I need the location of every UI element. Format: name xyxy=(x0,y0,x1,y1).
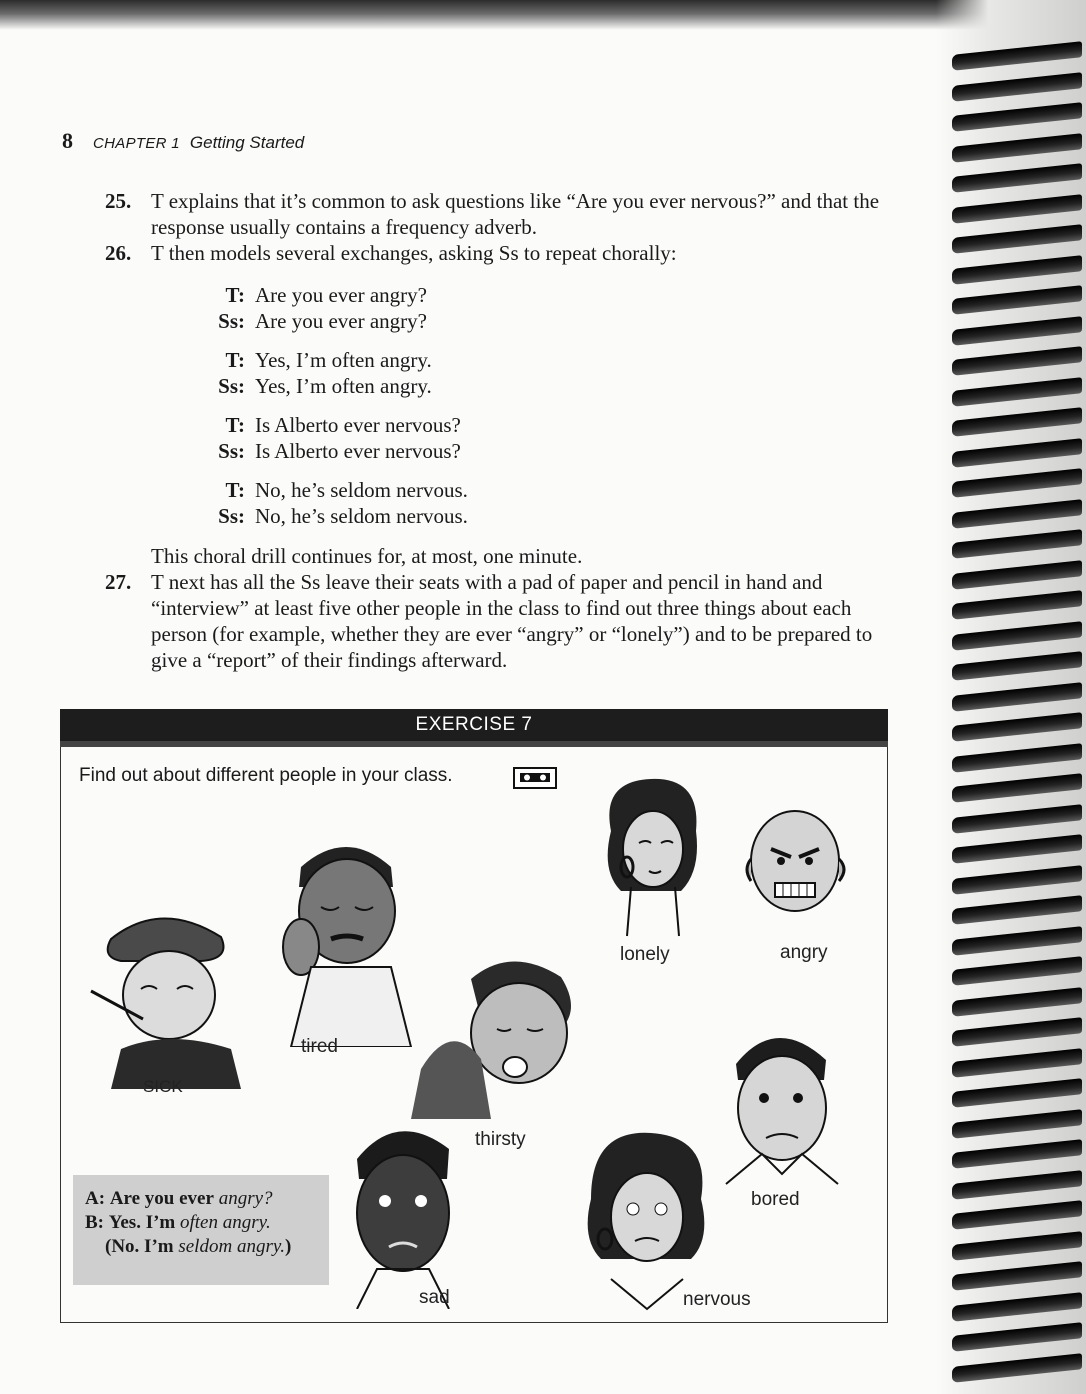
dialogue-line: No, he’s seldom nervous. xyxy=(255,478,468,502)
label-nervous: nervous xyxy=(683,1289,751,1310)
choral-dialogue xyxy=(193,282,895,529)
model-b-text: Yes. I’m xyxy=(108,1212,176,1233)
speaker-label: T: xyxy=(225,478,245,502)
model-b-adverb: often xyxy=(180,1212,218,1233)
dialogue-line: Are you ever angry? xyxy=(255,309,427,333)
speaker-label: Ss: xyxy=(218,374,245,398)
dialogue-exchange xyxy=(193,477,895,529)
model-c-adverb: seldom xyxy=(178,1236,233,1257)
dialogue-line: Is Alberto ever nervous? xyxy=(255,439,461,463)
speaker-label: Ss: xyxy=(218,309,245,333)
model-c-open: (No. I’m xyxy=(105,1236,174,1257)
exercise-box xyxy=(60,709,888,1323)
dialogue-line: Are you ever angry? xyxy=(255,283,427,307)
dialogue-line: Yes, I’m often angry. xyxy=(255,374,432,398)
speaker-label: T: xyxy=(225,413,245,437)
label-tired: tired xyxy=(301,1036,338,1057)
model-b-prefix: B: xyxy=(85,1212,104,1233)
step-27 xyxy=(105,569,895,673)
label-sick: SICK xyxy=(143,1077,183,1096)
angry-person-figure xyxy=(733,799,863,939)
sick-person-figure xyxy=(81,899,251,1089)
step-25 xyxy=(105,188,895,240)
chapter-title: Getting Started xyxy=(189,133,305,152)
label-sad: sad xyxy=(419,1287,450,1308)
exercise-instruction: Find out about different people in your class. xyxy=(79,765,453,786)
running-header xyxy=(62,128,304,152)
dialogue-line: No, he’s seldom nervous. xyxy=(255,504,468,528)
tired-person-figure xyxy=(261,827,431,1047)
speaker-label: Ss: xyxy=(218,504,245,528)
bored-person-figure xyxy=(706,1014,856,1194)
cassette-icon xyxy=(513,767,557,789)
step-number: 26. xyxy=(105,241,132,265)
step-number: 25. xyxy=(105,189,132,213)
lonely-person-figure xyxy=(591,771,711,941)
model-dialogue-box xyxy=(73,1175,329,1285)
model-a-text: Are you ever xyxy=(109,1188,214,1209)
dialogue-exchange xyxy=(193,347,895,399)
sad-person-figure xyxy=(337,1109,477,1309)
step-text: T next has all the Ss leave their seats with a pad of paper and pencil in hand and “interview” at least five other people in the class to find out three things about each person (for example, whether they are ever “angry” or “lonely”) and to be prepared to give a “report” of their findings afterward. xyxy=(151,570,873,672)
step-text: T then models several exchanges, asking Ss to repeat chorally: xyxy=(151,241,677,265)
label-lonely: lonely xyxy=(620,944,670,965)
model-a-adjective: angry? xyxy=(218,1188,273,1209)
model-a-prefix: A: xyxy=(85,1188,106,1209)
label-bored: bored xyxy=(751,1189,800,1210)
model-b-adjective: angry. xyxy=(222,1212,271,1233)
exercise-title: EXERCISE 7 xyxy=(60,709,888,747)
speaker-label: T: xyxy=(225,283,245,307)
dialogue-line: Yes, I’m often angry. xyxy=(255,348,432,372)
speaker-label: Ss: xyxy=(218,439,245,463)
label-thirsty: thirsty xyxy=(475,1129,526,1150)
drill-note: This choral drill continues for, at most, one minute. xyxy=(151,544,583,568)
dialogue-exchange xyxy=(193,282,895,334)
thirsty-person-figure xyxy=(411,949,591,1119)
dialogue-exchange xyxy=(193,412,895,464)
label-angry: angry xyxy=(780,942,828,963)
model-c-adjective: angry. xyxy=(236,1236,285,1257)
step-number: 27. xyxy=(105,570,132,594)
step-26 xyxy=(105,240,895,266)
procedure-steps xyxy=(105,188,895,673)
speaker-label: T: xyxy=(225,348,245,372)
dialogue-line: Is Alberto ever nervous? xyxy=(255,413,461,437)
chapter-label: CHAPTER 1 xyxy=(93,135,180,152)
model-c-close: ) xyxy=(284,1236,292,1257)
step-text: T explains that it’s common to ask questions like “Are you ever nervous?” and that the response usually contains a frequency adverb. xyxy=(151,189,880,239)
page-top-edge xyxy=(0,0,1086,30)
page-number: 8 xyxy=(62,128,73,153)
